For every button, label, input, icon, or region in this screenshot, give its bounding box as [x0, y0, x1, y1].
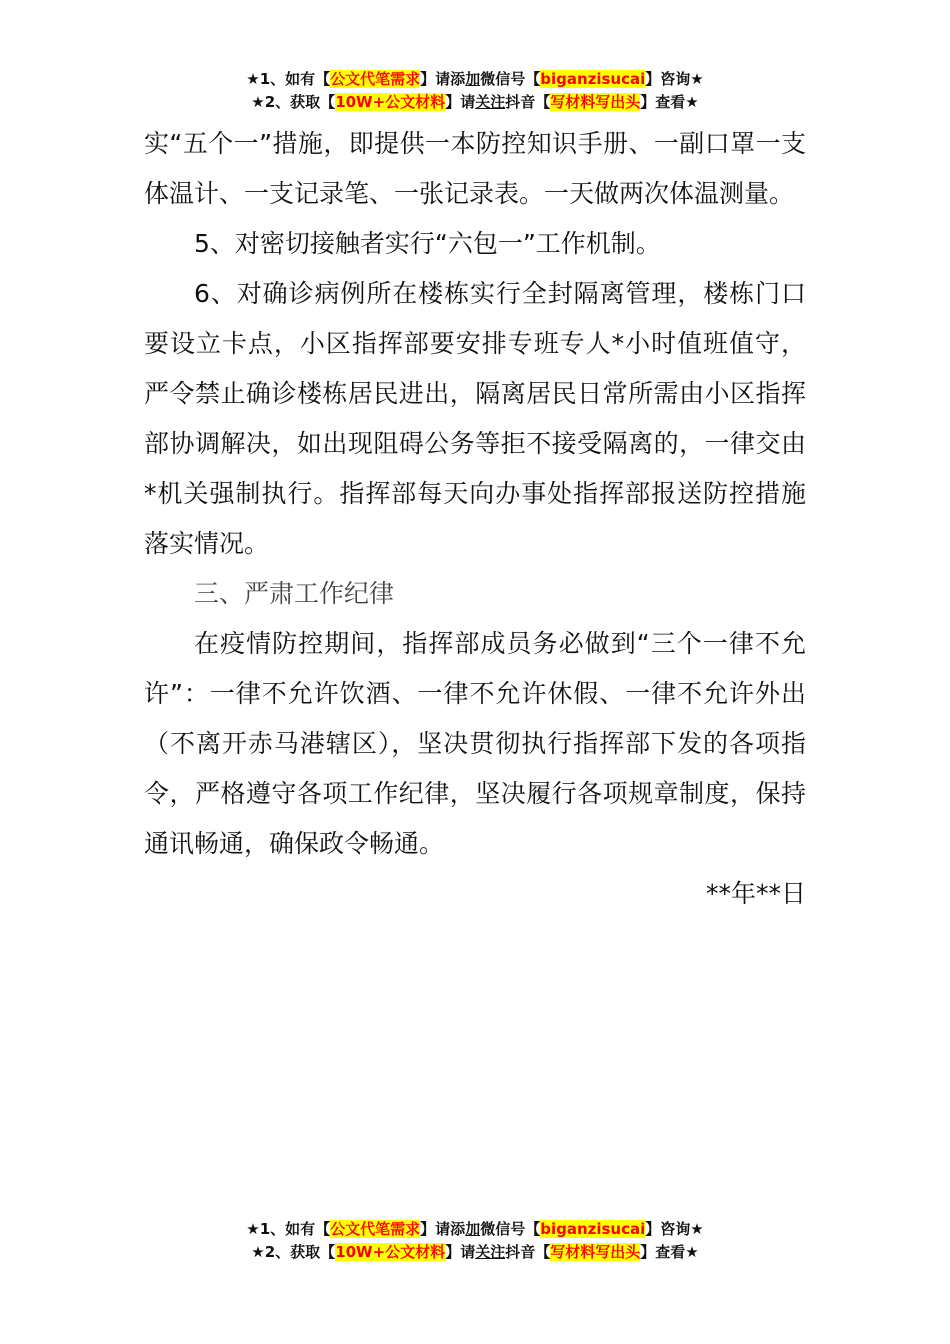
paragraph: 实“五个一”措施，即提供一本防控知识手册、一副口罩一支体温计、一支记录笔、一张记录表。一天做两次体温测量。	[144, 129, 806, 208]
banner-underlined: 加	[465, 70, 481, 88]
paragraph: 5、对密切接触者实行“六包一”工作机制。	[194, 229, 661, 258]
paragraph: 在疫情防控期间，指挥部成员务必做到“三个一律不允许”：一律不允许饮酒、一律不允许休假、一律不允许外出（不离开赤马港辖区），坚决贯彻执行指挥部下发的各项指令，严格遵守各项工作纪律，坚决履行各项规章制度，保持通讯畅通，确保政令畅通。	[144, 629, 806, 858]
banner-wechat-id: biganzisucai	[540, 1220, 646, 1238]
banner-highlight: 公文代笔需求	[330, 70, 421, 88]
banner-text: 】查看★	[640, 1243, 699, 1261]
banner-text: 微信号【	[480, 70, 541, 88]
banner-line-1	[0, 68, 950, 91]
banner-text: ★1、如有【	[246, 70, 331, 88]
banner-text: 抖音【	[505, 1243, 551, 1261]
banner-highlight: 10W+公文材料	[335, 93, 446, 111]
banner-text: ★1、如有【	[246, 1220, 331, 1238]
banner-wechat-id: biganzisucai	[540, 70, 646, 88]
banner-text: 微信号【	[480, 1220, 541, 1238]
banner-text: ★2、获取【	[251, 93, 336, 111]
document-body	[144, 119, 806, 919]
banner-underlined: 加	[465, 1220, 481, 1238]
banner-douyin-id: 写材料写出头	[550, 93, 641, 111]
banner-text: 】咨询★	[645, 1220, 704, 1238]
document-date: **年**日	[705, 879, 806, 908]
banner-line-2	[0, 1241, 950, 1264]
banner-text: 抖音【	[505, 93, 551, 111]
banner-line-1	[0, 1218, 950, 1241]
section-heading: 三、严肃工作纪律	[194, 579, 395, 608]
banner-text: 】请	[445, 93, 476, 111]
banner-text: 】咨询★	[645, 70, 704, 88]
banner-douyin-id: 写材料写出头	[550, 1243, 641, 1261]
banner-underlined: 关注	[475, 1243, 506, 1261]
paragraph: 6、对确诊病例所在楼栋实行全封隔离管理，楼栋门口要设立卡点，小区指挥部要安排专班专人*小时值班值守，严令禁止确诊楼栋居民进出，隔离居民日常所需由小区指挥部协调解决，如出现阻碍公务等拒不接受隔离的，一律交由*机关强制执行。指挥部每天向办事处指挥部报送防控措施落实情况。	[144, 279, 806, 558]
banner-underlined: 关注	[475, 93, 506, 111]
banner-text: 】请	[445, 1243, 476, 1261]
banner-line-2	[0, 91, 950, 114]
banner-text: ★2、获取【	[251, 1243, 336, 1261]
banner-text: 】查看★	[640, 93, 699, 111]
banner-highlight: 10W+公文材料	[335, 1243, 446, 1261]
header-banner	[0, 68, 950, 114]
banner-text: 】请添	[420, 70, 466, 88]
banner-highlight: 公文代笔需求	[330, 1220, 421, 1238]
footer-banner	[0, 1218, 950, 1264]
banner-text: 】请添	[420, 1220, 466, 1238]
